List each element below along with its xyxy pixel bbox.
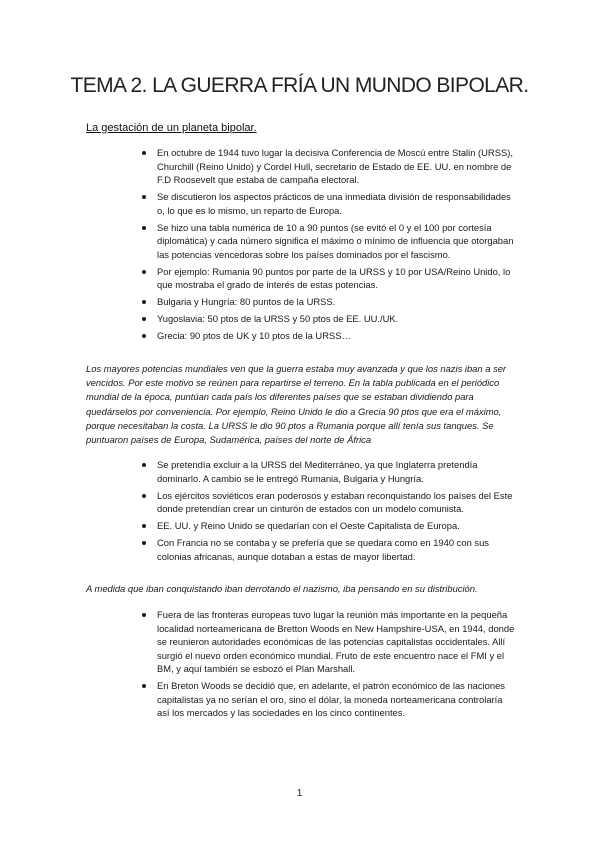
bullet-list-3 [0,608,599,723]
list-item-text: Se hizo una tabla numérica de 10 a 90 puntos (se evitó el 0 y el 100 por cortesía diplomática) y cada número significa el máximo o mínimo de influencia que otorgaban las potencias vencedoras sobre los países dominados por el fascismo. [157,221,514,260]
bullet-icon [142,334,146,338]
list-item-text: EE. UU. y Reino Unido se quedarían con el Oeste Capitalista de Europa. [157,520,460,531]
list-item-text: Bulgaria y Hungría: 80 puntos de la URSS. [157,296,336,307]
list-item [0,221,599,262]
page-title: TEMA 2. LA GUERRA FRÍA UN MUNDO BIPOLAR. [70,74,529,97]
list-item-text: Yugoslavia: 50 ptos de la URSS y 50 ptos de EE. UU./UK. [157,313,399,324]
list-item [0,295,599,309]
list-item-text: Los ejércitos soviéticos eran poderosos y estaban reconquistando los países del Este donde pretendían crear un cinturón de estados con un modelo comunista. [157,489,513,514]
list-item [0,146,599,187]
bullet-list-1 [0,146,599,346]
page-number: 1 [296,788,303,799]
bullet-icon [142,317,146,321]
body-paragraph-2: A medida que iban conquistando iban derrotando el nazismo, iba pensando en su distribución. [86,583,478,594]
list-item [0,489,599,516]
list-item-text: Se pretendía excluir a la URSS del Mediterráneo, ya que Inglaterra pretendía dominarlo. A cambio se le entregó Rumania, Bulgaria y Hungría. [157,459,478,484]
list-item-text: Grecia: 90 ptos de UK y 10 ptos de la URSS… [157,330,351,341]
list-item [0,265,599,292]
bullet-icon [142,541,146,545]
list-item-text: Por ejemplo: Rumania 90 puntos por parte de la URSS y 10 por USA/Reino Unido, lo que mostraba el grado de interés de estas potencias. [157,265,511,290]
bullet-icon [142,494,146,498]
bullet-icon [142,195,146,199]
bullet-icon [142,524,146,528]
body-paragraph-1: Los mayores potencias mundiales ven que la guerra estaba muy avanzada y que los nazis iban a ser vencidos. Por este motivo se reúnen para repartirse el terreno. En la tabla publicada en el periódico mundial de la época, puntúan cada país los diferentes países que se estaban dividiendo para quedárselos por conveniencia. Por ejemplo, Reino Unido le dio a Grecia 90 ptos que era el máximo, porque necesitaban la costa. La URSS le dio 90 ptos a Rumania porque allí tenía sus tanques. Se puntuaron países de Europa, Sudamérica, países del norte de África [86,363,507,446]
list-item-text: Con Francia no se contaba y se prefería que se quedara como en 1940 con sus colonias africanas, aunque dotaban a estas de mayor libertad. [157,537,489,562]
list-item [0,679,599,720]
list-item-text: Se discutieron los aspectos prácticos de una inmediata división de responsabilidades o, lo que es lo mismo, un reparto de Europa. [157,191,511,216]
bullet-list-2 [0,458,599,567]
list-item [0,190,599,217]
list-item [0,312,599,326]
bullet-icon [142,463,146,467]
list-item [0,536,599,563]
bullet-icon [142,684,146,688]
list-item-text: En Breton Woods se decidió que, en adelante, el patrón económico de las naciones capitalistas ya no serían el oro, sino el dólar, la moneda norteamericana controlaría así los mercados y las sociedades en los cinco continentes. [157,680,505,718]
section-heading: La gestación de un planeta bipolar. [86,122,257,134]
list-item [0,458,599,485]
bullet-icon [142,226,146,230]
bullet-icon [142,613,146,617]
list-item [0,608,599,676]
list-item-text: En octubre de 1944 tuvo lugar la decisiva Conferencia de Moscú entre Stalin (URSS), Churchill (Reino Unido) y Cordel Hull, secretario de Estado de EE. UU. en nombre de F.D Roosevelt que estaba de campaña electoral. [157,147,513,185]
list-item-text: Fuera de las fronteras europeas tuvo lugar la reunión más importante en la pequeña localidad norteamericana de Bretton Woods en New Hampshire-USA, en 1944, donde se reunieron autoridades económicas de las potencias capitalistas occidentales. Allí surgió el nuevo orden económico mundial. Fruto de este encuentro nace el FMI y el BM, y aquí también se esbozó el Plan Marshall. [157,609,515,674]
bullet-icon [142,270,146,274]
list-item [0,329,599,343]
list-item [0,519,599,533]
bullet-icon [142,151,146,155]
bullet-icon [142,300,146,304]
